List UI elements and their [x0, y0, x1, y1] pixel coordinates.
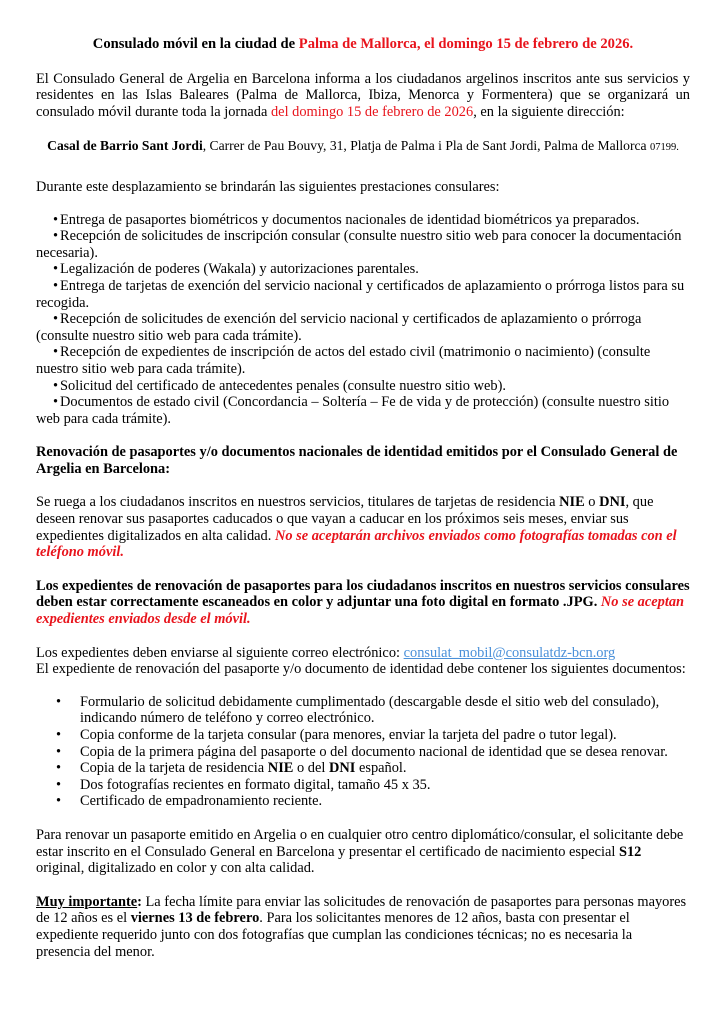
bullet-icon: •	[52, 377, 58, 394]
docs-intro: El expediente de renovación del pasaporte y/o documento de identidad debe contener los siguientes documentos:	[36, 661, 686, 678]
list-item: • Entrega de tarjetas de exención del servicio nacional y certificados de aplazamiento o prórroga listos para su recogida.	[36, 277, 685, 311]
title-prefix: Consulado móvil en la ciudad de	[92, 36, 299, 52]
intro-text: El Consulado General de Argelia en Barcelona informa a los ciudadanos argelinos inscritos ante sus servicios y residentes en las Islas Baleares (Palma de Mallorca, Ibiza, Menorca y Formentera) que se organizará un consulado móvil durante toda la jornada	[36, 70, 690, 120]
list-item: • Legalización de poderes (Wakala) y autorizaciones parentales.	[36, 261, 690, 278]
page-title	[36, 36, 690, 53]
address	[36, 138, 690, 157]
important-notice: Muy importante: La fecha límite para enviar las solicitudes de renovación de pasaportes para personas mayores de 12 años es el viernes 13 de febrero. Para los solicitantes menores de 12 años, basta con presentar el expediente requerido junto con dos fotografías que cumplan las condiciones técnicas; no es necesaria la presencia del menor.	[36, 893, 687, 960]
scan-requirement-paragraph: Los expedientes de renovación de pasaportes para los ciudadanos inscritos en nuestros servicios consulares deben estar correctamente escaneados en color y adjuntar una foto digital en formato .JPG. No se aceptan expedientes enviados desde el móvil.	[36, 577, 690, 628]
address-venue: Casal de Barrio Sant Jordi	[47, 138, 203, 154]
list-item: • Entrega de pasaportes biométricos y documentos nacionales de identidad biométricos ya preparados.	[36, 212, 690, 229]
services-intro: Durante este desplazamiento se brindarán las siguientes prestaciones consulares:	[36, 178, 500, 195]
intro-paragraph	[36, 71, 690, 121]
list-item: • Dos fotografías recientes en formato digital, tamaño 45 x 35.	[56, 776, 431, 793]
list-item: • Copia de la primera página del pasaporte o del documento nacional de identidad que se desea renovar.	[56, 743, 668, 760]
mobile-submission-warning: No se aceptan expedientes enviados desde el móvil.	[36, 594, 685, 628]
title-highlight: Palma de Mallorca, el domingo 15 de febrero de 2026.	[298, 36, 634, 52]
bullet-icon: •	[52, 211, 58, 228]
renewal-paragraph: Se ruega a los ciudadanos inscritos en nuestros servicios, titulares de tarjetas de residencia NIE o DNI, que deseen renovar sus pasaportes caducados o que vayan a caducar en los próximos seis meses, enviar sus expedientes digitalizados en alta calidad. No se aceptarán archivos enviados como fotografías tomadas con el teléfono móvil.	[36, 494, 677, 561]
bullet-icon: •	[56, 793, 62, 810]
bullet-icon: •	[56, 727, 62, 743]
bullet-icon: •	[52, 277, 58, 294]
renewal-heading: Renovación de pasaportes y/o documentos nacionales de identidad emitidos por el Consulado General de Argelia en Barcelona:	[36, 444, 678, 477]
bullet-icon: •	[56, 693, 62, 710]
bullet-icon: •	[52, 394, 58, 411]
algeria-passport-paragraph: Para renovar un pasaporte emitido en Argelia o en cualquier otro centro diplomático/consular, el solicitante debe estar inscrito en el Consulado General en Barcelona y presentar el certificado de nacimiento especial S12 original, digitalizado en color y con alta calidad.	[36, 826, 684, 877]
address-street: , Carrer de Pau Bouvy, 31, Platja de Palma i Pla de Sant Jordi, Palma de Mallorca	[202, 138, 650, 154]
important-label: Muy importante	[36, 893, 138, 910]
list-item: • Formulario de solicitud debidamente cumplimentado (descargable desde el sitio web del consulado), indicando número de teléfono y correo electrónico.	[56, 693, 660, 727]
list-item: • Documentos de estado civil (Concordancia – Soltería – Fe de vida y de protección) (consulte nuestro sitio web para cada trámite).	[36, 394, 670, 427]
list-item: • Recepción de solicitudes de exención del servicio nacional y certificados de aplazamiento o prórroga (consulte nuestro sitio web para cada trámite).	[36, 311, 642, 344]
required-documents-list	[36, 694, 690, 810]
email-link[interactable]: consulat_mobil@consulatdz-bcn.org	[403, 644, 616, 661]
bullet-icon: •	[52, 344, 58, 361]
bullet-icon: •	[52, 311, 58, 328]
list-item: • Copia de la tarjeta de residencia NIE o del DNI español.	[56, 760, 407, 777]
list-item: • Solicitud del certificado de antecedentes penales (consulte nuestro sitio web).	[36, 378, 690, 395]
bullet-icon: •	[52, 261, 58, 278]
list-item: • Copia conforme de la tarjeta consular (para menores, enviar la tarjeta del padre o tutor legal).	[56, 727, 617, 743]
mobile-photo-warning: No se aceptarán archivos enviados como fotografías tomadas con el teléfono móvil.	[36, 527, 677, 561]
list-item: • Recepción de expedientes de inscripción de actos del estado civil (matrimonio o nacimiento) (consulte nuestro sitio web para cada trámite).	[36, 344, 651, 377]
bullet-icon: •	[56, 776, 62, 793]
intro-date-highlight: del domingo 15 de febrero de 2026	[270, 103, 474, 120]
list-item: • Recepción de solicitudes de inscripción consular (consulte nuestro sitio web para conocer la documentación necesaria).	[36, 228, 682, 261]
bullet-icon: •	[52, 228, 58, 245]
bullet-icon: •	[56, 743, 62, 760]
deadline: viernes 13 de febrero	[130, 910, 260, 927]
services-list	[36, 212, 690, 428]
address-zip: 07199.	[649, 142, 679, 154]
bullet-icon: •	[56, 760, 62, 777]
list-item: • Certificado de empadronamiento reciente.	[56, 793, 323, 810]
intro-text-after: , en la siguiente dirección:	[473, 103, 625, 120]
email-line: Los expedientes deben enviarse al siguiente correo electrónico: consulat_mobil@consulatdz-bcn.org	[36, 644, 616, 661]
